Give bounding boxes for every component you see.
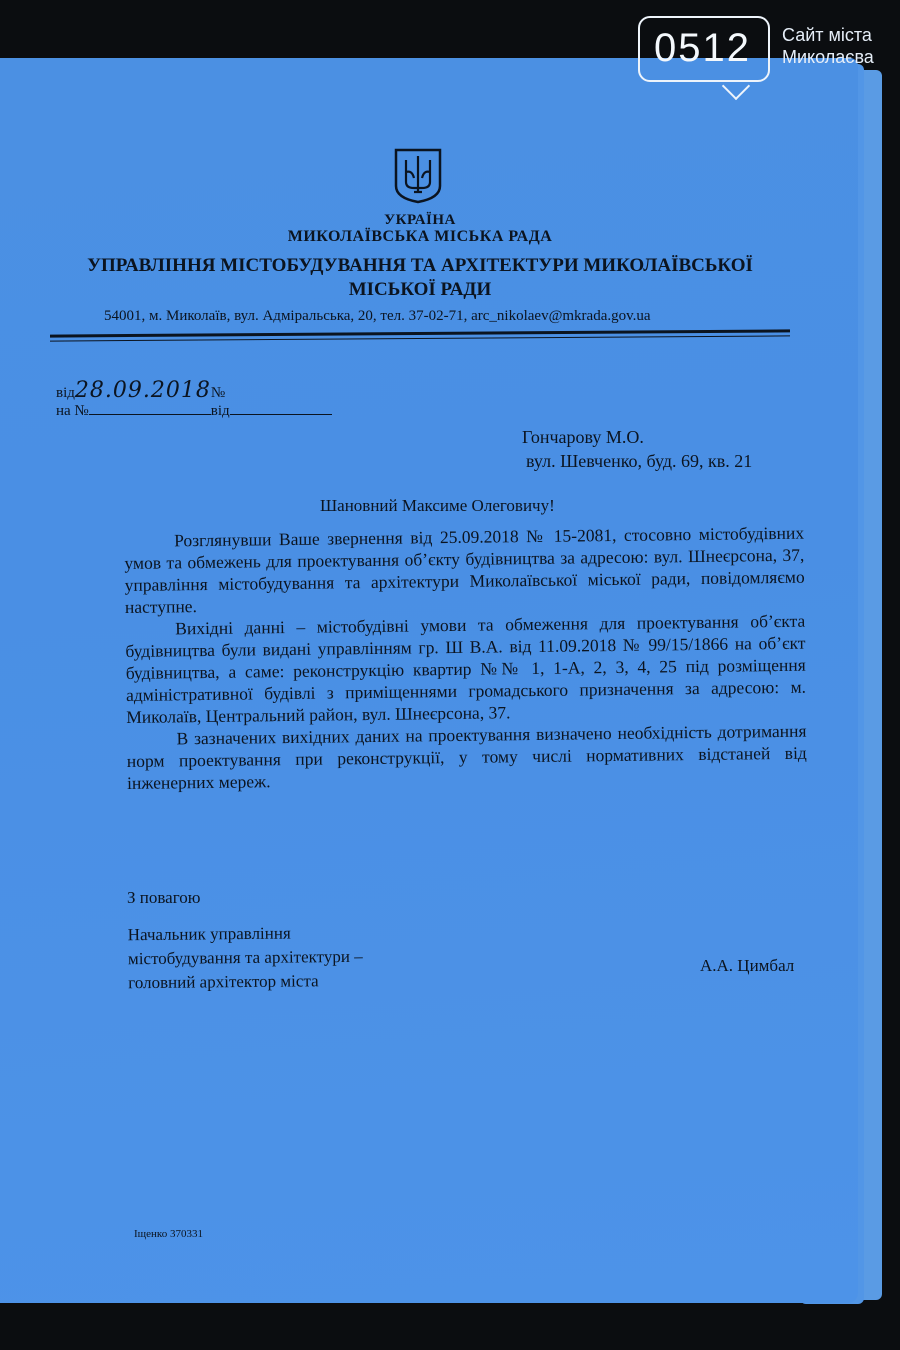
- letter-body: [124, 522, 807, 794]
- trident-coat-of-arms-icon: [392, 148, 444, 204]
- recipient-name: Гончарову М.О.: [522, 427, 644, 447]
- ref-date-blank: [230, 400, 332, 415]
- council-title: МИКОЛАЇВСЬКА МІСЬКА РАДА: [287, 228, 553, 245]
- from-label: від: [56, 385, 75, 401]
- recipient-address: вул. Шевченко, буд. 69, кв. 21: [526, 451, 753, 471]
- signatory-line-3: головний архітектор міста: [128, 971, 319, 993]
- letter-sheet: [0, 58, 858, 1303]
- signatory-name: А.А. Цимбал: [700, 956, 795, 975]
- closing-phrase: З повагою: [127, 888, 201, 907]
- paragraph-2: Вихідні данні – містобудівні умови та обмеження для проектування об’єкта будівництва були видані управлінням гр. Ш В.А. від 11.09.2018 № 99/15/1866 на об’єкт будівництва, а саме: реконструкцію квартир №№ 1, 1-А, 2, 3, 4, 25 під розміщення адміністративної будівлі з приміщеннями громадського призначення за адресою: м. Миколаїв, Центральний район, вул. Шнеєрсона, 37.: [125, 610, 807, 727]
- department-address: 54001, м. Миколаїв, вул. Адміральська, 20, тел. 37-02-71, arc_nikolaev@mkrada.gov.ua: [104, 308, 651, 324]
- paragraph-1: Розглянувши Ваше звернення від 25.09.2018 № 15-2081, стосовно містобудівних умов та обмежень для проектування об’єкту будівництва за адресою: вул. Шнеєрсона, 37, управління містобудування та архітектури Миколаївської міської ради, повідомляємо наступне.: [124, 522, 805, 617]
- country-title: УКРАЇНА: [384, 212, 456, 228]
- handwritten-date: 28.09.2018: [74, 378, 211, 403]
- number-sign: №: [210, 385, 226, 401]
- site-watermark: [638, 16, 888, 106]
- executor-footer: Іщенко 370331: [134, 1228, 203, 1240]
- recipient-block: [522, 425, 752, 473]
- signatory-title: [128, 921, 363, 995]
- ref-label: на №: [56, 403, 89, 419]
- salutation: Шановний Максиме Олеговичу!: [320, 496, 555, 515]
- watermark-site-text: Сайт міста Миколаєва: [782, 25, 874, 67]
- reference-line: [56, 400, 332, 420]
- signatory-line-2: містобудування та архітектури –: [127, 946, 363, 969]
- signatory-line-1: Начальник управління: [127, 923, 291, 945]
- ref-from-label: від: [210, 403, 230, 419]
- watermark-number: 0512: [654, 26, 751, 70]
- ref-number-blank: [89, 400, 211, 415]
- department-title: УПРАВЛІННЯ МІСТОБУДУВАННЯ ТА АРХІТЕКТУРИ МИКОЛАЇВСЬКОЇ МІСЬКОЇ РАДИ: [87, 255, 753, 300]
- paragraph-3: В зазначених вихідних даних на проектування визначено необхідність дотримання норм проектування при реконструкції, у тому числі нормативних відстаней від інженерних мереж.: [126, 720, 807, 793]
